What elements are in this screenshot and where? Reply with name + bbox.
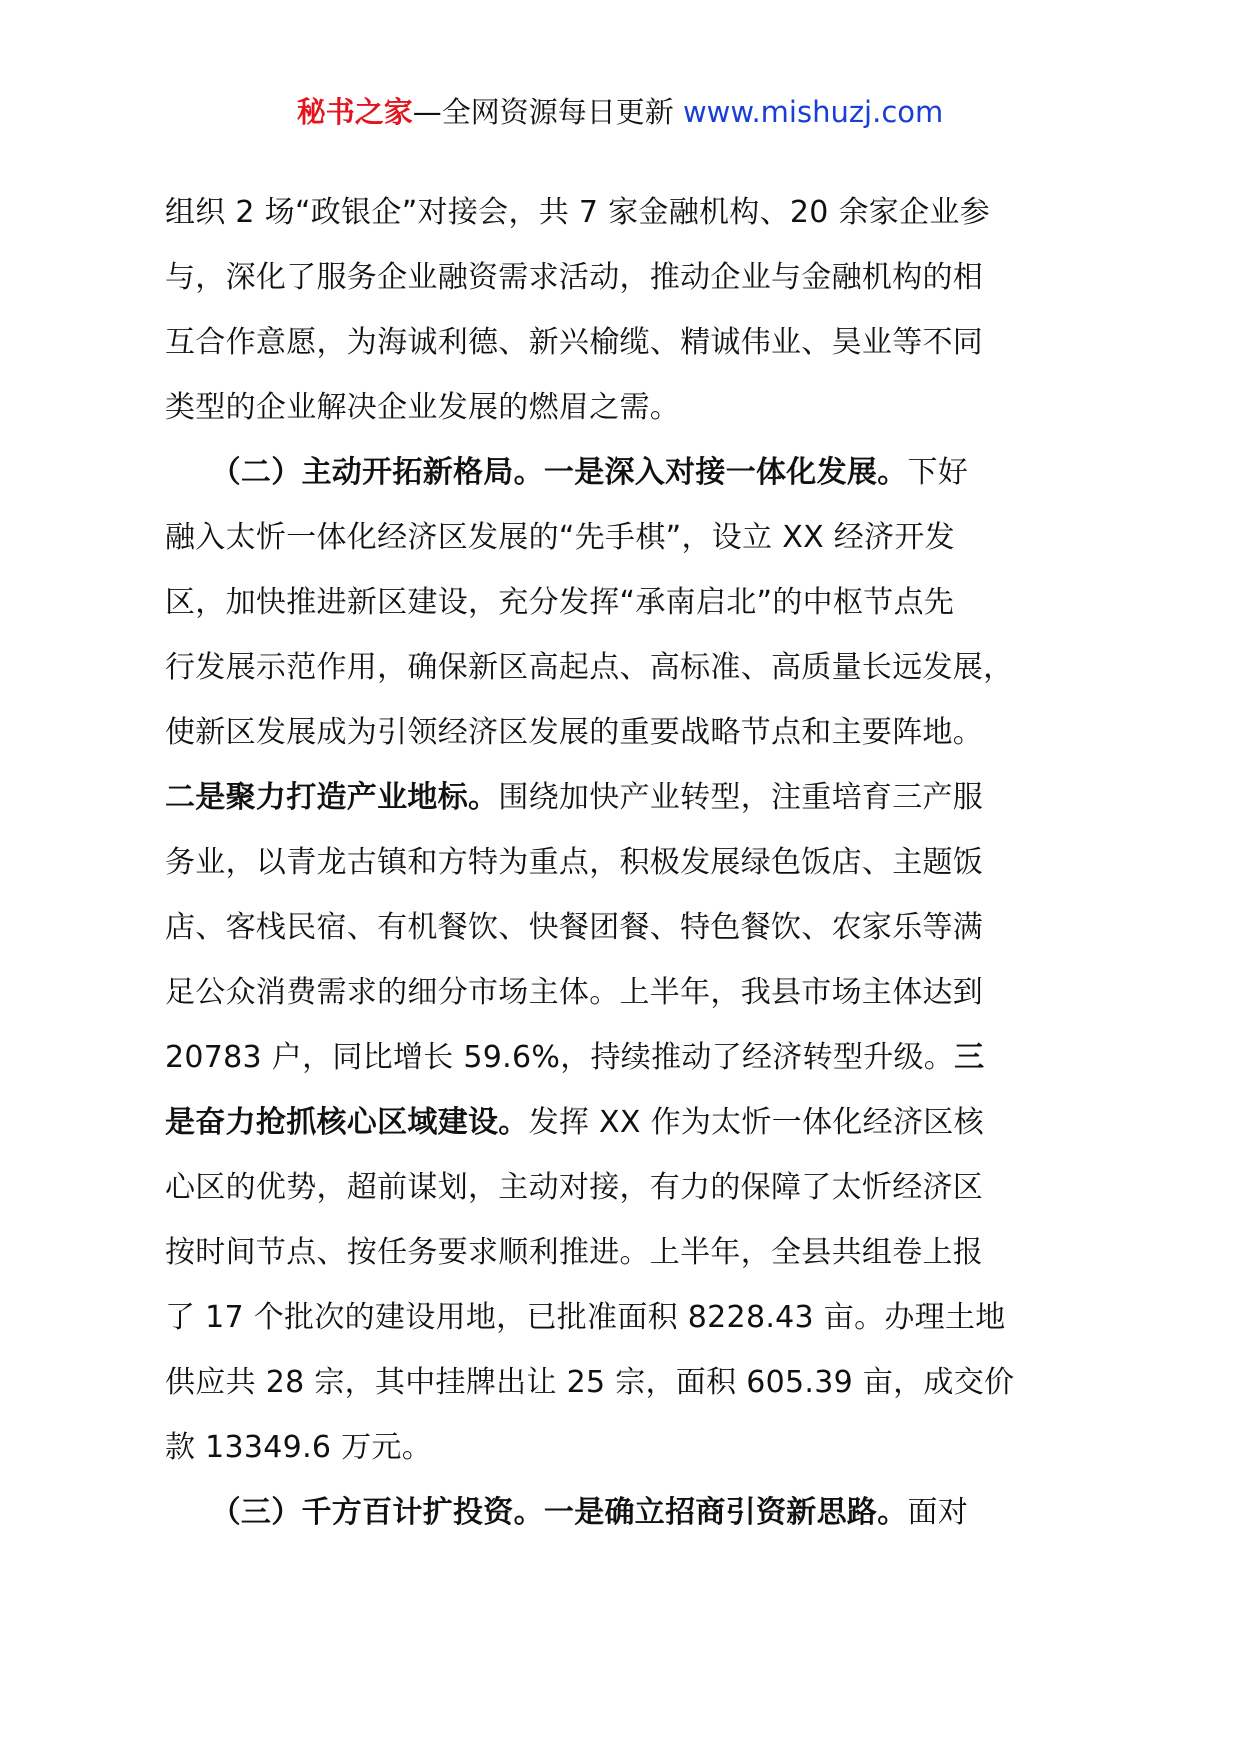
body-text: 面对: [907, 1495, 969, 1530]
body-text: 组织 2 场“政银企”对接会，共 7 家金融机构、20 余家企业参: [165, 195, 991, 230]
text-line: [165, 1480, 1125, 1545]
body-text: 店、客栈民宿、有机餐饮、快餐团餐、特色餐饮、农家乐等满: [165, 910, 984, 945]
site-url: www.mishuzj.com: [682, 95, 944, 129]
header-tagline: —全网资源每日更新: [412, 95, 683, 129]
body-text: 20783 户，同比增长 59.6%，持续推动了经济转型升级。: [165, 1040, 955, 1075]
body-text: 互合作意愿，为海诚利德、新兴榆缆、精诚伟业、昊业等不同: [165, 325, 984, 360]
bold-heading-text: 是奋力抢抓核心区域建设。: [165, 1105, 529, 1140]
body-text: 足公众消费需求的细分市场主体。上半年，我县市场主体达到: [165, 975, 984, 1010]
body-text: 围绕加快产业转型，注重培育三产服: [498, 780, 984, 815]
body-text: 融入太忻一体化经济区发展的“先手棋”，设立 XX 经济开发: [165, 520, 955, 555]
bold-heading-text: 二是聚力打造产业地标。: [165, 780, 499, 815]
text-line: [165, 1090, 1125, 1155]
body-text: 下好: [907, 455, 969, 490]
body-text: 了 17 个批次的建设用地，已批准面积 8228.43 亩。办理土地: [165, 1300, 1006, 1335]
body-text: [165, 1495, 226, 1530]
text-line: [165, 1415, 1125, 1480]
text-line: [165, 570, 1125, 635]
document-body: [165, 180, 1125, 1545]
body-text: 使新区发展成为引领经济区发展的重要战略节点和主要阵地。: [165, 715, 984, 750]
text-line: [165, 635, 1125, 700]
text-line: [165, 960, 1125, 1025]
text-line: [165, 1025, 1125, 1090]
text-line: [165, 245, 1125, 310]
text-line: [165, 180, 1125, 245]
body-text: [165, 455, 226, 490]
body-text: 按时间节点、按任务要求顺利推进。上半年，全县共组卷上报: [165, 1235, 984, 1270]
body-text: 款 13349.6 万元。: [165, 1430, 433, 1465]
text-line: [165, 1285, 1125, 1350]
body-text: 务业，以青龙古镇和方特为重点，积极发展绿色饭店、主题饭: [165, 845, 984, 880]
text-line: [165, 1350, 1125, 1415]
bold-heading-text: 三: [954, 1040, 985, 1075]
text-line: [165, 505, 1125, 570]
text-line: [165, 765, 1125, 830]
text-line: [165, 895, 1125, 960]
body-text: 与，深化了服务企业融资需求活动，推动企业与金融机构的相: [165, 260, 984, 295]
text-line: [165, 310, 1125, 375]
page-header: [0, 92, 1240, 132]
body-text: 心区的优势，超前谋划，主动对接，有力的保障了太忻经济区: [165, 1170, 984, 1205]
bold-heading-text: （三）千方百计扩投资。一是确立招商引资新思路。: [225, 1495, 908, 1530]
body-text: 行发展示范作用，确保新区高起点、高标准、高质量长远发展，: [165, 650, 1014, 685]
text-line: [165, 375, 1125, 440]
body-text: 区，加快推进新区建设，充分发挥“承南启北”的中枢节点先: [165, 585, 955, 620]
body-text: 发挥 XX 作为太忻一体化经济区核: [528, 1105, 984, 1140]
text-line: [165, 700, 1125, 765]
body-text: 类型的企业解决企业发展的燃眉之需。: [165, 390, 681, 425]
text-line: [165, 440, 1125, 505]
text-line: [165, 1220, 1125, 1285]
text-line: [165, 830, 1125, 895]
text-line: [165, 1155, 1125, 1220]
brand-name: 秘书之家: [296, 95, 413, 129]
bold-heading-text: （二）主动开拓新格局。一是深入对接一体化发展。: [225, 455, 908, 490]
body-text: 供应共 28 宗，其中挂牌出让 25 宗，面积 605.39 亩，成交价: [165, 1365, 1015, 1400]
